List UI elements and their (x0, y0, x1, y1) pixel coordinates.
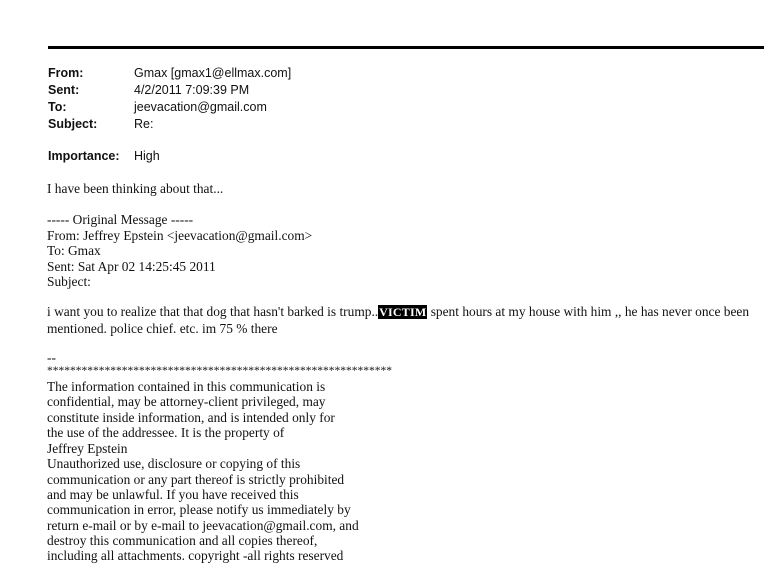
from-value: Gmax [gmax1@ellmax.com] (134, 66, 292, 80)
original-subject-line: Subject: (47, 274, 91, 289)
original-body (47, 304, 752, 336)
original-divider: ----- Original Message ----- (47, 212, 194, 227)
signature-dashes: -- (47, 350, 56, 365)
signature-line: Jeffrey Epstein (47, 441, 128, 456)
signature-line: The information contained in this communication is (47, 379, 326, 394)
original-sent-line: Sent: Sat Apr 02 14:25:45 2011 (47, 259, 216, 274)
signature-line: Unauthorized use, disclosure or copying of this (47, 456, 301, 471)
to-label: To: (48, 100, 67, 114)
redaction-label: VICTIM (379, 305, 427, 319)
subject-value: Re: (134, 117, 154, 131)
signature-line: destroy this communication and all copies thereof, (47, 533, 318, 548)
sent-label: Sent: (48, 83, 80, 97)
sent-value: 4/2/2011 7:09:39 PM (134, 83, 250, 97)
importance-value: High (134, 149, 160, 163)
signature-line: the use of the addressee. It is the property of (47, 425, 285, 440)
importance-label: Importance: (48, 149, 120, 163)
signature-line: including all attachments. copyright -all rights reserved (47, 548, 344, 563)
from-label: From: (48, 66, 84, 80)
body-text-before: i want you to realize that that dog that hasn't barked is trump.. (47, 304, 379, 319)
signature-line: communication in error, please notify us immediately by (47, 502, 351, 517)
reply-text: I have been thinking about that... (47, 181, 224, 196)
signature-line: and may be unlawful. If you have received this (47, 487, 299, 502)
signature-line: return e-mail or by e-mail to jeevacation@gmail.com, and (47, 518, 359, 533)
signature-line: constitute inside information, and is intended only for (47, 410, 335, 425)
body-text-after: spent hours at my house with him ,, he has never once been mentioned. police chief. etc. im 75 % there (47, 304, 750, 336)
signature-line: communication or any part thereof is strictly prohibited (47, 472, 345, 487)
signature-line: confidential, may be attorney-client privileged, may (47, 394, 326, 409)
original-from-line: From: Jeffrey Epstein <jeevacation@gmail.com> (47, 228, 313, 243)
signature-stars: ************************************************************ (47, 365, 392, 377)
original-to-line: To: Gmax (47, 243, 101, 258)
header-divider-rule (48, 46, 764, 49)
subject-label: Subject: (48, 117, 98, 131)
to-value: jeevacation@gmail.com (134, 100, 267, 114)
